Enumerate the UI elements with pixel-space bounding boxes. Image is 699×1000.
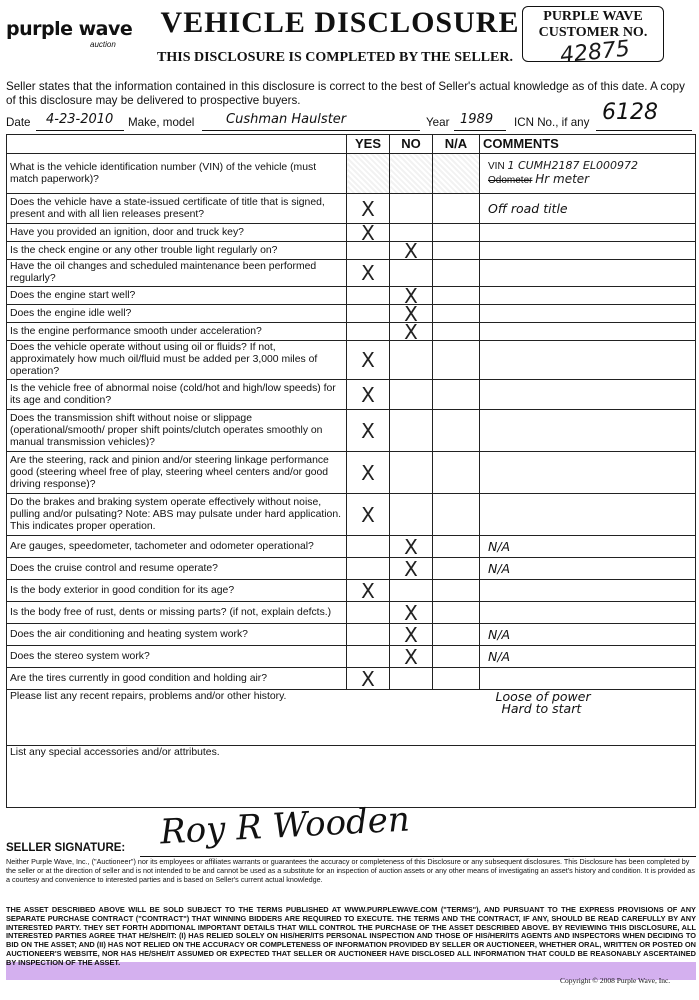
yes-mark[interactable]: X [347,224,390,242]
comment-cell[interactable] [480,224,696,242]
question-cell: Are the steering, rack and pinion and/or steering linkage performance good (steering wheel free of play, steering wheel centers and/or good driving response)? [7,452,347,494]
na-mark[interactable] [433,194,480,224]
table-row [7,341,696,380]
odometer-label: Odometer [488,175,533,186]
comment-cell[interactable] [480,242,696,260]
question-cell: Is the vehicle free of abnormal noise (cold/hot and high/low speeds) for its age and condition? [7,380,347,410]
table-row [7,624,696,646]
no-mark[interactable] [390,194,433,224]
no-mark[interactable]: X [390,558,433,580]
question-cell: What is the vehicle identification number (VIN) of the vehicle (must match paperwork)? [7,154,347,194]
no-mark[interactable] [390,260,433,287]
question-cell: Does the air conditioning and heating system work? [7,624,347,646]
na-mark[interactable] [433,646,480,668]
comment-cell[interactable] [480,580,696,602]
disclaimer-text: Neither Purple Wave, Inc., ("Auctioneer") nor its employees or affiliates warrants or guarantees the accuracy or completeness of this Disclosure or any subsequent disclosures. This Disclosure has been completed by the seller or at the direction of seller and is not intended to be and cannot be used as a substitute for an inspection of auction assets or any other means of investigating an asset's history and condition. It is provided as a courtesy and convenience to interested parties and is based on Seller's current actual knowledge. [6,857,695,884]
table-row [7,305,696,323]
comment-cell[interactable] [480,602,696,624]
table-row [7,668,696,690]
comment-cell[interactable]: N/A [480,624,696,646]
na-mark[interactable] [433,536,480,558]
no-mark[interactable] [390,154,433,194]
question-cell: Does the engine start well? [7,287,347,305]
question-cell: Is the body free of rust, dents or missing parts? (if not, explain defcts.) [7,602,347,624]
yes-mark[interactable]: X [347,452,390,494]
comment-cell[interactable] [480,260,696,287]
question-cell: Does the cruise control and resume operate? [7,558,347,580]
table-row [7,410,696,452]
yes-mark[interactable] [347,602,390,624]
seller-signature-label: SELLER SIGNATURE: [6,842,126,854]
na-mark[interactable] [433,341,480,380]
na-mark[interactable] [433,154,480,194]
na-mark[interactable] [433,602,480,624]
make-label: Make, model [128,116,195,129]
vin-label: VIN [488,161,505,172]
table-row [7,323,696,341]
icn-label: ICN No., if any [514,116,590,129]
question-cell: Does the stereo system work? [7,646,347,668]
purple-wave-logo [6,18,134,56]
table-row [7,260,696,287]
table-row [7,194,696,224]
yes-mark[interactable]: X [347,260,390,287]
yes-mark[interactable]: X [347,341,390,380]
table-row [7,580,696,602]
table-row [7,154,696,194]
yes-mark[interactable] [347,305,390,323]
year-value: 1989 [460,112,494,127]
yes-mark[interactable] [347,536,390,558]
question-cell: Is the check engine or any other trouble light regularly on? [7,242,347,260]
comment-cell[interactable] [480,305,696,323]
na-mark[interactable] [433,558,480,580]
na-mark[interactable] [433,452,480,494]
question-cell: Does the vehicle have a state-issued certificate of title that is signed, present and with all lien releases present? [7,194,347,224]
na-mark[interactable] [433,410,480,452]
question-cell: Does the transmission shift without noise or slippage (operational/smooth/ proper shift points/clutch operates smoothly on manual transmission vehicles)? [7,410,347,452]
question-header [7,135,347,154]
yes-mark[interactable] [347,646,390,668]
comment-cell[interactable] [480,668,696,690]
question-cell: Have you provided an ignition, door and truck key? [7,224,347,242]
no-mark[interactable] [390,580,433,602]
comment-cell[interactable]: N/A [480,646,696,668]
date-line [6,100,696,130]
na-mark[interactable] [433,380,480,410]
yes-mark[interactable] [347,558,390,580]
no-mark[interactable]: X [390,624,433,646]
seller-statement: Seller states that the information contained in this disclosure is correct to the best of Seller's actual knowledge as of this date. A copy of this disclosure may be delivered to prospective buyers. [6,80,685,107]
yes-mark[interactable] [347,154,390,194]
customer-label-1: PURPLE WAVE [543,9,643,24]
comment-cell[interactable] [480,380,696,410]
yes-header: YES [347,135,390,154]
na-mark[interactable] [433,323,480,341]
odometer-value: Hr meter [535,172,590,186]
question-cell: Do the brakes and braking system operate effectively without noise, pulling and/or pulsating? Note: ABS may pulsate under hard application. This indicates proper operation. [7,494,347,536]
no-mark[interactable]: X [390,602,433,624]
na-header: N/A [433,135,480,154]
no-mark[interactable] [390,380,433,410]
na-mark[interactable] [433,494,480,536]
yes-mark[interactable]: X [347,580,390,602]
yes-mark[interactable] [347,287,390,305]
comment-cell[interactable]: N/A [480,536,696,558]
repairs-comment-line-2: Hard to start [501,701,582,716]
yes-mark[interactable]: X [347,380,390,410]
table-header-row [7,135,696,154]
repairs-comment-line-1: Loose of power [495,689,591,704]
comment-cell[interactable]: Off road title [480,194,696,224]
table-row [7,602,696,624]
customer-label-2: CUSTOMER NO. [538,25,648,40]
comments-header: COMMENTS [480,135,696,154]
yes-mark[interactable]: X [347,194,390,224]
accessories-row [7,746,696,808]
date-label: Date [6,116,31,129]
comment-cell[interactable] [480,287,696,305]
no-mark[interactable] [390,668,433,690]
no-mark[interactable] [390,494,433,536]
vin-value: 1 CUMH2187 EL000972 [507,159,639,172]
no-mark[interactable]: X [390,305,433,323]
disclosure-table [6,134,696,808]
na-mark[interactable] [433,287,480,305]
table-row [7,646,696,668]
comment-cell[interactable] [480,494,696,536]
table-row [7,287,696,305]
na-mark[interactable] [433,224,480,242]
question-cell: Are the tires currently in good condition and holding air? [7,668,347,690]
na-mark[interactable] [433,305,480,323]
page-title: VEHICLE DISCLOSURE [160,6,520,39]
na-mark[interactable] [433,580,480,602]
date-value: 4-23-2010 [46,112,114,127]
no-mark[interactable]: X [390,242,433,260]
table-row [7,224,696,242]
yes-mark[interactable] [347,624,390,646]
no-mark[interactable]: X [390,646,433,668]
na-mark[interactable] [433,668,480,690]
no-header: NO [390,135,433,154]
comment-cell[interactable] [480,323,696,341]
yes-mark[interactable] [347,323,390,341]
table-row [7,452,696,494]
customer-number-value: 42875 [558,36,632,69]
no-mark[interactable] [390,452,433,494]
icn-value: 6128 [602,100,658,125]
question-cell: Does the vehicle operate without using oil or fluids? If not, approximately how much oil/fluid must be added per 3,000 miles of operation? [7,341,347,380]
logo-text: purple wave [6,18,133,40]
comment-cell[interactable]: N/A [480,558,696,580]
yes-mark[interactable]: X [347,494,390,536]
table-row [7,494,696,536]
yes-mark[interactable]: X [347,410,390,452]
table-row [7,380,696,410]
question-cell: Is the engine performance smooth under acceleration? [7,323,347,341]
question-cell: Have the oil changes and scheduled maintenance been performed regularly? [7,260,347,287]
repairs-label: Please list any recent repairs, problems and/or other history. [7,690,480,746]
no-mark[interactable] [390,410,433,452]
comment-cell[interactable] [480,410,696,452]
accessories-label: List any special accessories and/or attributes. [7,746,696,808]
question-cell: Is the body exterior in good condition for its age? [7,580,347,602]
make-value: Cushman Haulster [226,112,347,127]
page-subtitle: THIS DISCLOSURE IS COMPLETED BY THE SELLER. [157,50,513,65]
comment-cell[interactable] [480,154,696,194]
no-mark[interactable] [390,341,433,380]
table-row [7,242,696,260]
no-mark[interactable]: X [390,323,433,341]
comment-cell[interactable] [480,452,696,494]
question-cell: Does the engine idle well? [7,305,347,323]
year-label: Year [426,116,450,129]
seller-signature: Roy R Wooden [159,799,411,853]
no-mark[interactable]: X [390,287,433,305]
na-mark[interactable] [433,624,480,646]
na-mark[interactable] [433,260,480,287]
table-row [7,536,696,558]
terms-text: THE ASSET DESCRIBED ABOVE WILL BE SOLD SUBJECT TO THE TERMS PUBLISHED AT WWW.PURPLEWAVE.COM ("TERMS"), AND PURSUANT TO THE EXPRESS PROVISIONS OF ANY SEPARATE PURCHASE CONTRACT ("CONTRACT") THAT WINNING BIDDERS ARE REQUIRED TO EXECUTE. THE TERMS AND THE CONTRACT, IF ANY, SHOULD BE READ CAREFULLY BY ANY INTERESTED PARTY. THEY SET FORTH ADDITIONAL IMPORTANT DETAILS THAT WILL CONTROL THE PURCHASE OF THE ASSET DESCRIBED ABOVE. BY REVIEWING THIS DISCLOSURE, ALL INTERESTED PARTIES AGREE THAT HE/SHE/IT: (I) HAS RELIED SOLELY ON HIS/HER/ITS PERSONAL INSPECTION AND THOSE OF HIS/HER/ITS AGENTS AND INSPECTORS WHEN DECIDING TO BID ON THE ASSET; AND (II) HAS NOT RELIED ON THE ACCURACY OR COMPLETENESS OF INFORMATION PROVIDED BY SELLER OR AUCTIONEER, WHETHER ORAL, WRITTEN OR POSTED ON AUCTIONEER'S WEBSITE, NOR HAS HE/SHE/IT ASSUMED OR EXPECTED THAT SELLER OR AUCTIONEER HAVE DISCLOSED ALL INFORMATION THAT COULD BE REASONABLY ASCERTAINED BY INSPECTION OF THE ASSET. [6,905,696,967]
copyright: Copyright © 2008 Purple Wave, Inc. [560,976,671,985]
yes-mark[interactable]: X [347,668,390,690]
no-mark[interactable]: X [390,536,433,558]
question-cell: Are gauges, speedometer, tachometer and odometer operational? [7,536,347,558]
logo-subtext: auction [90,40,116,49]
repairs-row [7,690,696,746]
repairs-comment[interactable] [480,690,696,746]
table-row [7,558,696,580]
comment-cell[interactable] [480,341,696,380]
na-mark[interactable] [433,242,480,260]
